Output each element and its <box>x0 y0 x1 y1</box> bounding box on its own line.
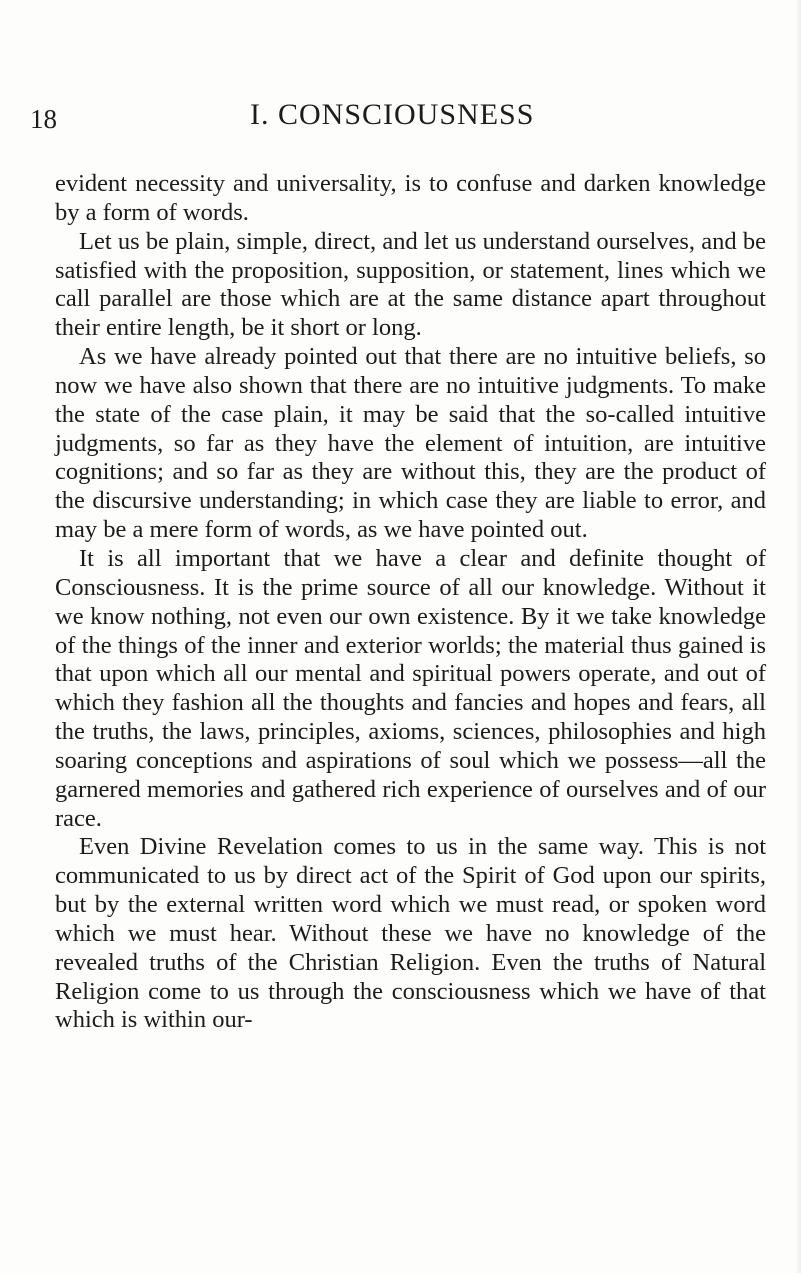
paragraph-divine-revelation: Even Divine Revelation comes to us in the same way. This is not communicated to us by direct act of the Spirit of God upon our spirits, but by the external written word which we must read, or spoken word which we must hear. Without these we have no knowledge of the revealed truths of the Christian Religion. Even the truths of Natural Religion come to us through the consciousness which we have of that which is within our- <box>55 833 766 1034</box>
running-title: I. CONSCIOUSNESS <box>250 98 535 131</box>
paragraph-consciousness: It is all important that we have a clear and definite thought of Consciousness. It is the prime source of all our knowledge. Without it we know nothing, not even our own existence. By it we take knowledge of the things of the inner and exterior worlds; the material thus gained is that upon which all our mental and spiritual powers operate, and out of which they fashion all the thoughts and fancies and hopes and fears, all the truths, the laws, principles, axioms, sciences, philosophies and high soaring conceptions and aspirations of soul which we possess—all the garnered memories and gathered rich experience of ourselves and of our race. <box>55 544 766 832</box>
paragraph-parallel-lines: Let us be plain, simple, direct, and let us understand ourselves, and be satisfied with the proposition, supposition, or statement, lines which we call parallel are those which are at the same distance apart throughout their entire length, be it short or long. <box>55 227 766 342</box>
page-number: 18 <box>30 104 57 134</box>
paragraph-intuitive-judgments: As we have already pointed out that there are no intuitive beliefs, so now we have also shown that there are no intuitive judgments. To make the state of the case plain, it may be said that the so-called intuitive judgments, so far as they have the element of intuition, are intuitive cognitions; and so far as they are without this, they are the product of the discursive understanding; in which case they are liable to error, and may be a mere form of words, as we have pointed out. <box>55 343 766 544</box>
page-body <box>55 170 766 1035</box>
page-edge-shadow <box>795 0 801 1273</box>
paragraph-continuation: evident necessity and universality, is to confuse and darken knowledge by a form of words. <box>55 170 766 226</box>
